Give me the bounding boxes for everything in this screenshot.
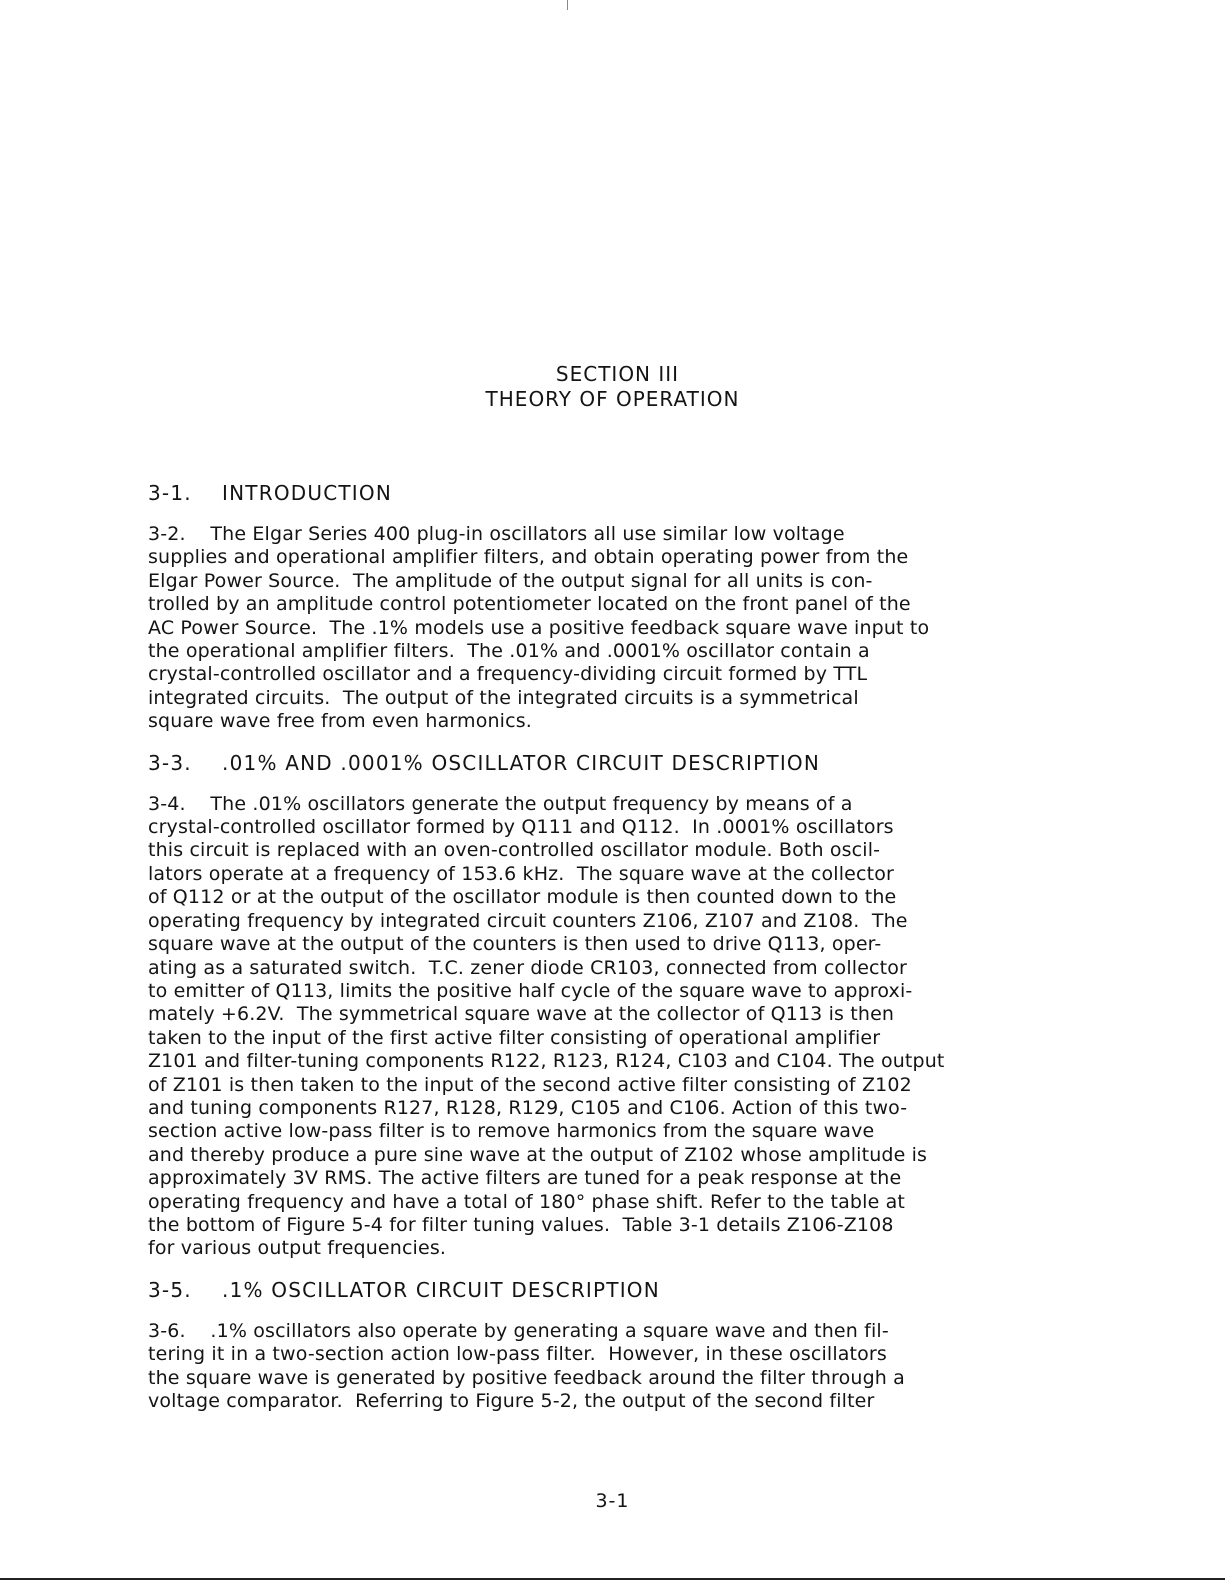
section-title: THEORY OF OPERATION: [485, 387, 740, 411]
paragraph-3-4: 3-4. The .01% oscillators generate the output frequency by means of a crystal-controlled oscillator formed by Q111 and Q112. In .0001% oscillators this circuit is replaced with an oven-controlled oscillator module. Both oscil- lators operate at a frequency of 153.6 kHz. The square wave at the collector of Q112 or at the output of the oscillator module is then counted down to the operating frequency by integrated circuit counters Z106, Z107 and Z108. The square wave at the output of the counters is then used to drive Q113, oper- ating as a saturated switch. T.C. zener diode CR103, connected from collector to emitter of Q113, limits the positive half cycle of the square wave to approxi- mately +6.2V. The symmetrical square wave at the collector of Q113 is then taken to the input of the first active filter consisting of operational amplifier Z101 and filter-tuning components R122, R123, R124, C103 and C104. The output of Z101 is then taken to the input of the second active filter consisting of Z102 and tuning components R127, R128, R129, C105 and C106. Action of this two- section active low-pass filter is to remove harmonics from the square wave and thereby produce a pure sine wave at the output of Z102 whose amplitude is approximately 3V RMS. The active filters are tuned for a peak response at the operating frequency and have a total of 180° phase shift. Refer to the table at the bottom of Figure 5-4 for filter tuning values. Table 3-1 details Z106-Z108 for various output frequencies.: [148, 792, 945, 1260]
scan-mark: [567, 0, 568, 10]
subheading-1-oscillator: 3-5. .1% OSCILLATOR CIRCUIT DESCRIPTION: [148, 1277, 660, 1302]
subheading-01-oscillator: 3-3. .01% AND .0001% OSCILLATOR CIRCUIT DESCRIPTION: [148, 750, 821, 775]
section-header: [0, 362, 1225, 412]
document-body: [148, 480, 1148, 1413]
page-bottom-edge: [0, 1578, 1225, 1580]
page-number: 3-1: [595, 1490, 630, 1512]
paragraph-3-6: 3-6. .1% oscillators also operate by generating a square wave and then fil- tering it in a two-section action low-pass filter. However, in these oscillators the square wave is generated by positive feedback around the filter through a voltage comparator. Referring to Figure 5-2, the output of the second filter: [148, 1319, 905, 1412]
paragraph-3-2: 3-2. The Elgar Series 400 plug-in oscillators all use similar low voltage supplies and operational amplifier filters, and obtain operating power from the Elgar Power Source. The amplitude of the output signal for all units is con- trolled by an amplitude control potentiometer located on the front panel of the AC Power Source. The .1% models use a positive feedback square wave input to the operational amplifier filters. The .01% and .0001% oscillator contain a crystal-controlled oscillator and a frequency-dividing circuit formed by TTL integrated circuits. The output of the integrated circuits is a symmetrical square wave free from even harmonics.: [148, 523, 930, 733]
subheading-introduction: 3-1. INTRODUCTION: [148, 481, 392, 505]
section-number: SECTION III: [555, 362, 680, 386]
